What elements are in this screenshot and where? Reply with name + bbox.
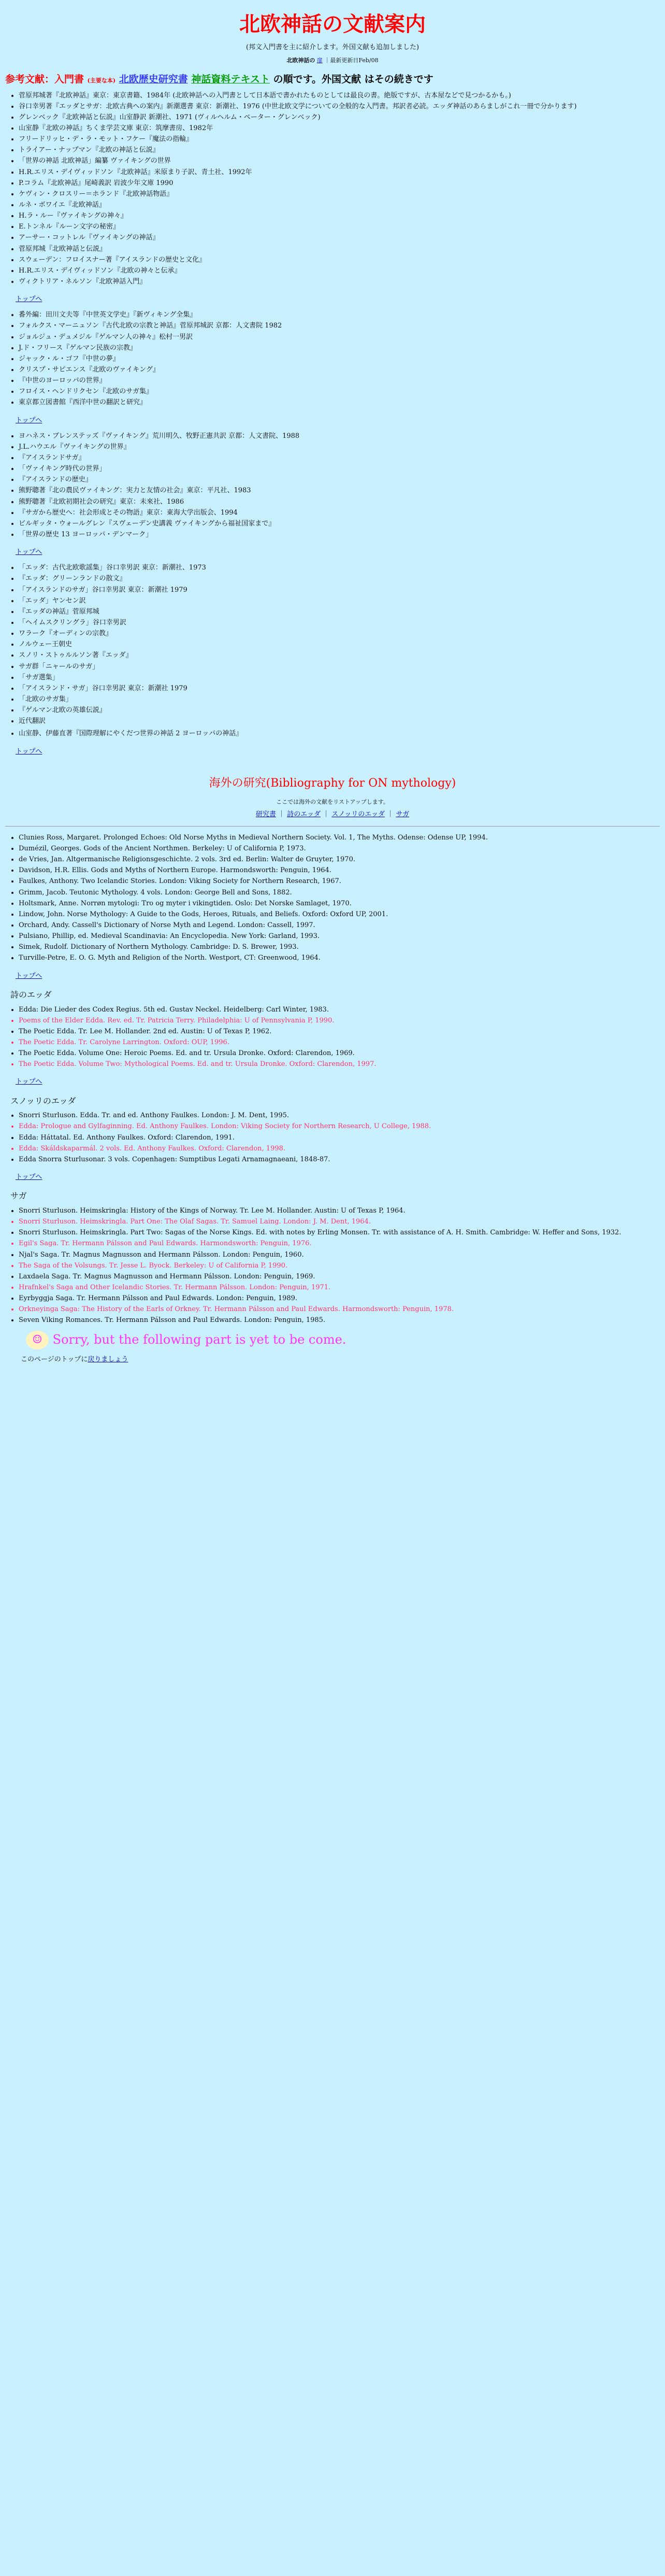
nav-prefix: 北欧神話の xyxy=(286,57,315,64)
list-item: • Davidson, H.R. Ellis. Gods and Myths of Northern Europe. Harmondsworth: Penguin, 1964. xyxy=(19,865,660,876)
list-item: • 番外編：田川文夫等『中世英文学史』『新ヴィキング全集』 xyxy=(19,310,660,320)
heading-part-continue: はその続きです xyxy=(364,74,433,86)
list-item: • フロイス・ヘンドリクセン『北欧のサガ集』 xyxy=(19,387,660,397)
back-to-top-link[interactable]: トップへ xyxy=(16,548,42,557)
sorry-message xyxy=(26,1330,660,1350)
list-item: • Pulsiano, Phillip, ed. Medieval Scandinavia: An Encyclopedia. New York: Garland, 1993. xyxy=(19,931,660,942)
link-poetic-edda[interactable]: 詩のエッダ xyxy=(287,810,321,818)
prose-edda-heading: スノッリのエッダ xyxy=(10,1095,76,1106)
list-saga xyxy=(5,1206,660,1326)
list-item: • 「エッダ」ヤンセン訳 xyxy=(19,596,660,606)
back-to-top-link[interactable]: トップへ xyxy=(16,416,42,424)
nav-home-link[interactable]: 扉 xyxy=(316,57,323,64)
list-item: • Dumézil, Georges. Gods of the Ancient Northmen. Berkeley: U of California P, 1973. xyxy=(19,844,660,854)
list-item: • The Poetic Edda. Tr. Lee M. Hollander. 2nd ed. Austin: U of Texas P, 1962. xyxy=(19,1027,660,1037)
list-item: • ビルギッタ・ウォールグレン『スヴェーデン史講義 ヴァイキングから福祉国家まで』 xyxy=(19,519,660,529)
list-item: • ヨハネス・ブレンステッズ『ヴァイキング』荒川明久、牧野正憲共訳 京都：人文書院、1988 xyxy=(19,431,660,442)
list-item: • 「北欧のサガ集」 xyxy=(19,694,660,705)
list-item: • Edda: Die Lieder des Codex Regius. 5th ed. Gustav Neckel. Heidelberg: Carl Winter, 1983. xyxy=(19,1005,660,1015)
list-item: • The Saga of the Volsungs. Tr. Jesse L. Byock. Berkeley: U of California P, 1990. xyxy=(19,1261,660,1271)
list-item: • クリスプ・サピエンス『北欧のヴァイキング』 xyxy=(19,365,660,375)
list-item: • 『ゲルマン北欧の英雄伝説』 xyxy=(19,705,660,716)
list-item: • 熊野聰著『北欧初期社会の研究』東京：未來社、1986 xyxy=(19,497,660,507)
updated-date: 最新更新日Feb/08 xyxy=(330,57,379,64)
back-to-top-footer xyxy=(21,1355,660,1365)
list-item: • ジャック・ル・ゴフ『中世の夢』 xyxy=(19,354,660,364)
list-item: • Edda Snorra Sturlusonar. 3 vols. Copenhagen: Sumptibus Legati Arnamagnaeani, 1848-87. xyxy=(19,1155,660,1165)
list-item: • J.L.ハウエル『ヴァイキングの世界』 xyxy=(19,442,660,452)
list-item: • Edda: Háttatal. Ed. Anthony Faulkes. Oxford: Clarendon, 1991. xyxy=(19,1133,660,1143)
list-item: • ジョルジュ・デュメジル『ゲルマン人の神々』松村一男訳 xyxy=(19,332,660,343)
list-item: • 『中世のヨーロッパの世界』 xyxy=(19,376,660,386)
divider xyxy=(5,826,660,827)
list-item: • 『エッダの神話』菅原邦城 xyxy=(19,607,660,617)
list-item: • 『アイスランドの歴史』 xyxy=(19,475,660,485)
list-item: • 山室静、伊藤直著『国際理解にやくだつ世界の神話 2 ヨーロッパの神話』 xyxy=(19,729,660,739)
list-item: • Edda: Skáldskaparmál. 2 vols. Ed. Anthony Faulkes. Oxford: Clarendon, 1998. xyxy=(19,1144,660,1154)
list-item: • de Vries, Jan. Altgermanische Religionsgeschichte. 2 vols. 3rd ed. Berlin: Walter de Gruyter, 1970. xyxy=(19,855,660,865)
list-item: • Holtsmark, Anne. Norrøn mytologi: Tro og myter i vikingtiden. Oslo: Det Norske Samlaget, 1970. xyxy=(19,899,660,909)
list-item: • 『アイスランドサガ』 xyxy=(19,453,660,463)
list-item: • The Poetic Edda. Volume Two: Mythological Poems. Ed. and tr. Ursula Dronke. Oxford: Clarendon, 1997. xyxy=(19,1059,660,1070)
section1-heading xyxy=(5,72,660,87)
top-nav: 北欧神話の 扉 ｜最新更新日Feb/08 xyxy=(286,57,379,64)
list-item: • P.コラム『北欧神話』尾崎義訳 岩波少年文庫 1990 xyxy=(19,178,660,189)
list-research-books xyxy=(5,310,660,408)
list-item: • 「アイスランドのサガ」谷口幸男訳 東京：新潮社 1979 xyxy=(19,585,660,595)
list-item: • ルネ・ボワイエ『北欧神話』 xyxy=(19,200,660,210)
list-item: • スウェーデン：フロイスナー著『アイスランドの歴史と文化』 xyxy=(19,255,660,265)
list-item: • 『サガから歴史へ：社会形成とその物語』東京：東海大学出版会、1994 xyxy=(19,508,660,518)
list-item: • 熊野聰著『北の農民ヴァイキング：実力と友情の社会』東京：平凡社、1983 xyxy=(19,486,660,496)
list-item: • グレンベック『北欧神話と伝説』山室静訳 新潮社、1971 (ヴィルヘルム・ペーター・グレンベック) xyxy=(19,112,660,123)
list-item: • 『エッダ：グリーンランドの散文』 xyxy=(19,574,660,584)
list-item: • フリードリッヒ・デ・ラ・モット・フケー『魔法の指輪』 xyxy=(19,134,660,145)
abroad-links: 研究書 ｜ 詩のエッダ ｜ スノッリのエッダ ｜ サガ xyxy=(255,810,410,818)
list-item: • 「世界の歴史 13 ヨーロッパ・デンマーク」 xyxy=(19,530,660,540)
list-item: • フォルクス・マーニュソン『古代北欧の宗教と神話』菅原邦城訳 京都：人文書院 1982 xyxy=(19,321,660,331)
abroad-intro: ここでは海外の文献をリストアップします。 xyxy=(276,798,389,805)
list-item: • Turville-Petre, E. O. G. Myth and Religion of the North. Westport, CT: Greenwood, 1964. xyxy=(19,953,660,963)
list-item: • Clunies Ross, Margaret. Prolonged Echoes: Old Norse Myths in Medieval Northern Society. Vol. 1, The Myths. Odense: Odense UP, 1994. xyxy=(19,833,660,843)
link-prose-edda[interactable]: スノッリのエッダ xyxy=(331,810,385,818)
back-to-top-link[interactable]: トップへ xyxy=(16,1173,42,1182)
list-item: • The Poetic Edda. Volume One: Heroic Poems. Ed. and tr. Ursula Dronke. Oxford: Clarendon, 1969. xyxy=(19,1048,660,1059)
poetic-edda-heading: 詩のエッダ xyxy=(10,989,52,1000)
list-misc xyxy=(5,729,660,739)
list-item: • 「ヘイムスクリングラ」谷口幸男訳 xyxy=(19,618,660,628)
link-saga[interactable]: サガ xyxy=(396,810,410,818)
list-item: • 「サガ選集」 xyxy=(19,673,660,683)
list-item: • Snorri Sturluson. Heimskringla. Part One: The Olaf Sagas. Tr. Samuel Laing. London: J. M. Dent, 1964. xyxy=(19,1217,660,1227)
page-title: 北欧神話の文献案内 xyxy=(239,12,426,36)
list-item: • H.R.エリス・デイヴィッドソン『北欧の神々と伝承』 xyxy=(19,266,660,276)
list-item: • アーサー・コットレル『ヴァイキングの神話』 xyxy=(19,233,660,243)
saga-heading: サガ xyxy=(10,1191,27,1201)
list-item: • The Poetic Edda. Tr. Carolyne Larrington. Oxford: OUP, 1996. xyxy=(19,1037,660,1048)
list-item: • 菅原邦城『北欧神話と伝説』 xyxy=(19,244,660,254)
list-item: • Orchard, Andy. Cassell's Dictionary of Norse Myth and Legend. London: Cassell, 1997. xyxy=(19,920,660,931)
list-prose-edda xyxy=(5,1111,660,1165)
list-item: • Simek, Rudolf. Dictionary of Northern Mythology. Cambridge: D. S. Brewer, 1993. xyxy=(19,942,660,952)
list-item: • 菅原邦城著『北欧神話』東京：東京書籍、1984年 (北欧神話への入門書として日本語で書かれたものとしては最良の書。絶版ですが、古本屋などで見つかるかも。) xyxy=(19,91,660,101)
page-subtitle: (邦文入門書を主に紹介します。外国文献も追加しました) xyxy=(245,44,420,51)
back-prefix: このページのトップに xyxy=(21,1356,88,1364)
list-item: • Laxdaela Saga. Tr. Magnus Magnusson and Hermann Pálsson. London: Penguin, 1969. xyxy=(19,1272,660,1282)
list-item: • スノリ・ストゥルルソン著『エッダ』 xyxy=(19,650,660,661)
list-item: • 「世界の神話 北欧神話」編纂 ヴァイキングの世界 xyxy=(19,156,660,166)
list-item: • Hrafnkel's Saga and Other Icelandic Stories. Tr. Hermann Pálsson. London: Penguin, 1971. xyxy=(19,1283,660,1293)
list-item: • H.R.エリス・デイヴィッドソン『北欧神話』米原まり子訳、青土社、1992年 xyxy=(19,167,660,178)
list-item: • Orkneyinga Saga: The History of the Earls of Orkney. Tr. Hermann Pálsson and Paul Edwards. Harmondsworth: Penguin, 1978. xyxy=(19,1304,660,1315)
back-to-top-link[interactable]: トップへ xyxy=(16,747,42,756)
list-item: • Edda: Prologue and Gylfaginning. Ed. Anthony Faulkes. London: Viking Society for Northern Research, U College, 1988. xyxy=(19,1121,660,1132)
list-item: • 近代翻訳 xyxy=(19,716,660,727)
list-intro-books xyxy=(5,91,660,288)
list-item: • ワラーク『オーディンの宗教』 xyxy=(19,629,660,639)
list-item: • Poems of the Elder Edda. Rev. ed. Tr. Patricia Terry. Philadelphia: U of Pennsylvania P, 1990. xyxy=(19,1016,660,1026)
back-link[interactable]: 戻りましょう xyxy=(88,1356,128,1364)
list-item: • Snorri Sturluson. Heimskringla: History of the Kings of Norway. Tr. Lee M. Hollander. Austin: U of Texas P, 1964. xyxy=(19,1206,660,1216)
back-to-top-link[interactable]: トップへ xyxy=(16,1078,42,1086)
list-item: • E.トンネル『ルーン文字の秘密』 xyxy=(19,222,660,232)
list-item: • 「エッダ：古代北欧歌謡集」谷口幸男訳 東京：新潮社、1973 xyxy=(19,563,660,573)
list-item: • ノルウェー王朝史 xyxy=(19,639,660,650)
list-item: • Lindow, John. Norse Mythology: A Guide to the Gods, Heroes, Rituals, and Beliefs. Oxford: Oxford UP, 2001. xyxy=(19,909,660,920)
heading-part-intro: 参考文献：入門書 xyxy=(5,74,84,86)
smiley-icon: ☺ xyxy=(26,1331,49,1349)
list-text-sources xyxy=(5,563,660,727)
abroad-heading: 海外の研究(Bibliography for ON mythology) xyxy=(209,776,456,790)
list-item: • トライアー・ナップマン『北欧の神話と伝説』 xyxy=(19,145,660,155)
list-item: • ヴィクトリア・ネルソン『北欧神話入門』 xyxy=(19,277,660,287)
list-item: • Faulkes, Anthony. Two Icelandic Stories. London: Viking Society for Northern Research, 1967. xyxy=(19,876,660,887)
list-item: • Njal's Saga. Tr. Magnus Magnusson and Hermann Pálsson. London: Penguin, 1960. xyxy=(19,1250,660,1260)
heading-link-texts[interactable]: 神話資料テキスト xyxy=(191,74,270,86)
list-item: • Snorri Sturluson. Edda. Tr. and ed. Anthony Faulkes. London: J. M. Dent, 1995. xyxy=(19,1111,660,1121)
list-item: • 山室静『北欧の神話』ちくま学芸文庫 東京：筑摩書房、1982年 xyxy=(19,123,660,134)
list-item: • Eyrbyggja Saga. Tr. Hermann Pálsson and Paul Edwards. London: Penguin, 1989. xyxy=(19,1293,660,1304)
list-item: • Snorri Sturluson. Heimskringla. Part Two: Sagas of the Norse Kings. Ed. with notes by Erling Monsen. Tr. with assistance of A. H. Smith. Cambridge: W. Heffer and Sons, 1932. xyxy=(19,1228,660,1238)
list-history-books xyxy=(5,431,660,540)
list-item: • J.ド・フリース『ゲルマン民族の宗教』 xyxy=(19,343,660,353)
back-to-top-link[interactable]: トップへ xyxy=(16,295,42,304)
list-poetic-edda xyxy=(5,1005,660,1070)
heading-link-history[interactable]: 北欧歴史研究書 xyxy=(119,74,188,86)
heading-part-main: (主要な本) xyxy=(87,77,116,84)
list-item: • 谷口幸男著『エッダとサガ：北欧古典への案内』新潮選書 東京：新潮社、1976 (中世北欧文学についての全般的な入門書。邦訳者必読。エッダ神話のあらましがこれ一冊で分かります) xyxy=(19,102,660,112)
list-item: • 「ヴァイキング時代の世界」 xyxy=(19,464,660,474)
list-item: • サガ群「ニャールのサガ」 xyxy=(19,662,660,672)
list-abroad-research xyxy=(5,833,660,964)
list-item: • 「アイスランド・サガ」谷口幸男訳 東京：新潮社 1979 xyxy=(19,684,660,694)
sorry-text: Sorry, but the following part is yet to be come. xyxy=(52,1332,346,1347)
list-item: • H.ラ・ルー『ヴァイキングの神々』 xyxy=(19,211,660,221)
link-research[interactable]: 研究書 xyxy=(255,810,276,818)
list-item: • Egil's Saga. Tr. Hermann Pálsson and Paul Edwards. Harmondsworth: Penguin, 1976. xyxy=(19,1239,660,1249)
back-to-top-link[interactable]: トップへ xyxy=(16,972,42,980)
list-item: • 東京都立図書館『西洋中世の翻訳と研究』 xyxy=(19,397,660,408)
heading-part-foreign: の順です。外国文献 xyxy=(273,74,362,86)
list-item: • Grimm, Jacob. Teutonic Mythology. 4 vols. London: George Bell and Sons, 1882. xyxy=(19,888,660,898)
list-item: • ケヴィン・クロスリー＝ホランド『北欧神話物語』 xyxy=(19,189,660,200)
list-item: • Seven Viking Romances. Tr. Hermann Pálsson and Paul Edwards. London: Penguin, 1985. xyxy=(19,1315,660,1326)
